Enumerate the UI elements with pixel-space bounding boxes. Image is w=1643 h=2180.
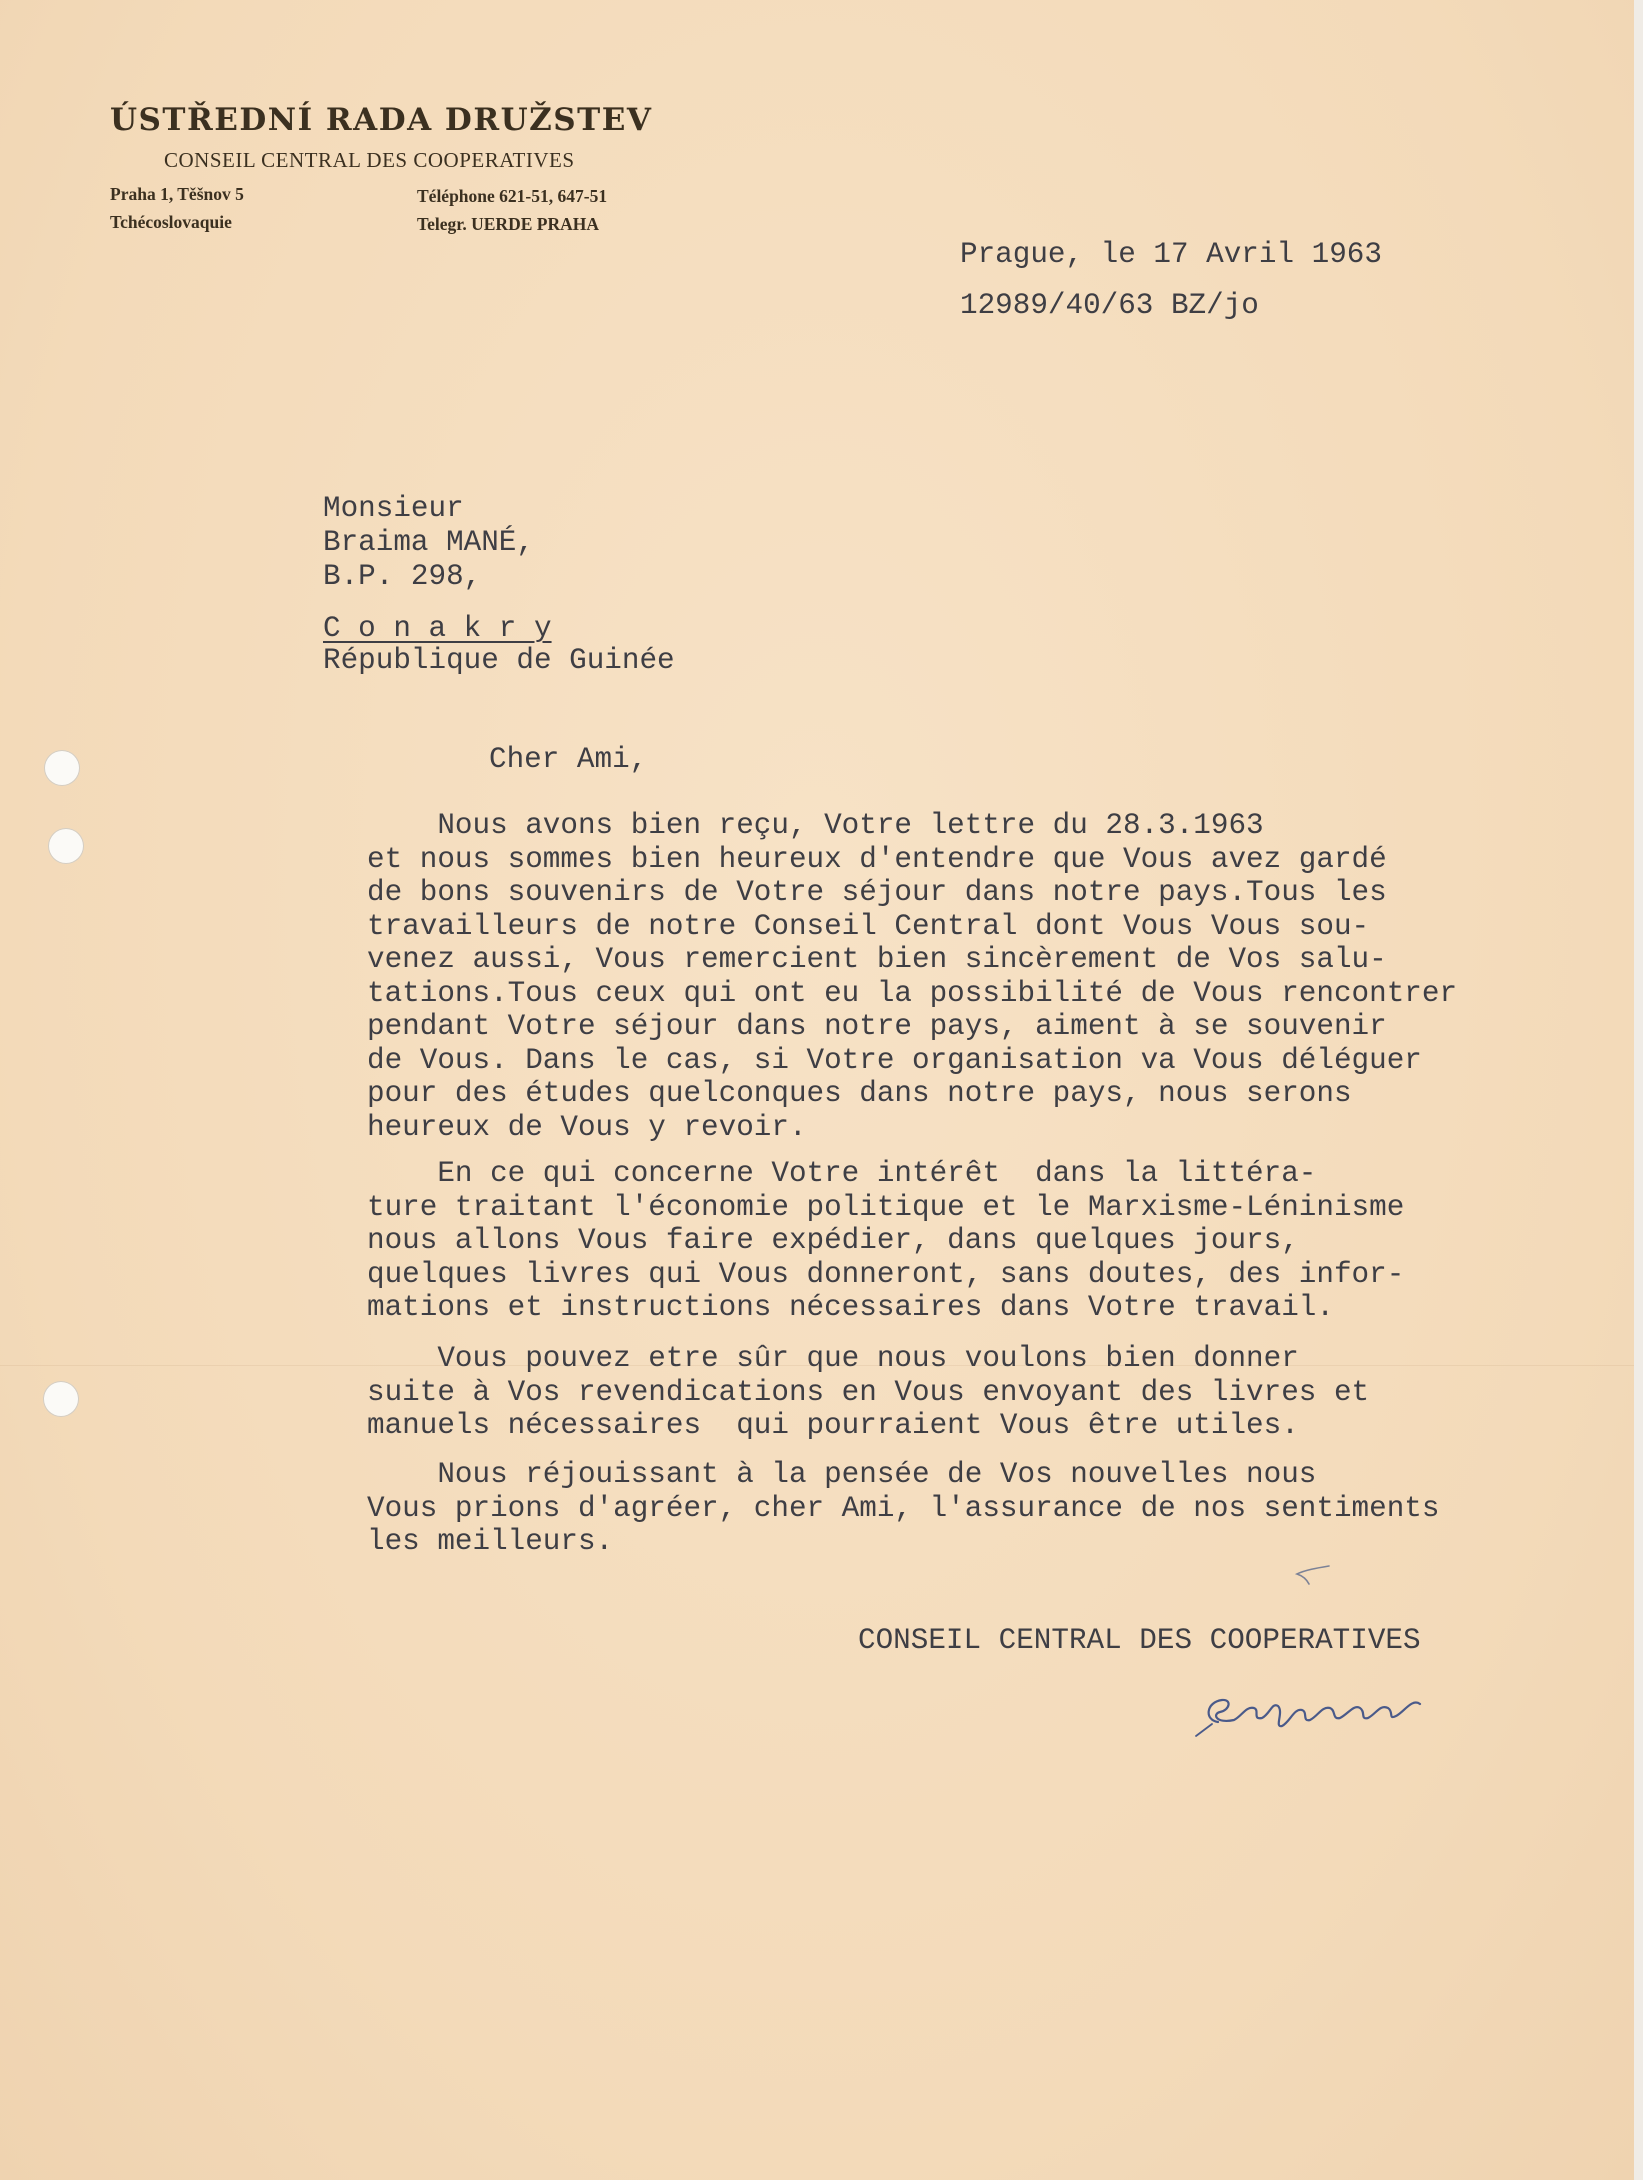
paragraph-line: Vous pouvez etre sûr que nous voulons bien donner bbox=[367, 1342, 1299, 1375]
recipient-city: C o n a k r y bbox=[323, 612, 552, 645]
paragraph-line: Vous prions d'agréer, cher Ami, l'assurance de nos sentiments bbox=[367, 1491, 1440, 1525]
letterhead-country: Tchécoslovaquie bbox=[110, 212, 232, 232]
paragraph bbox=[367, 809, 1457, 1144]
paragraph-line: ture traitant l'économie politique et le Marxisme-Léninisme bbox=[367, 1190, 1405, 1224]
punch-hole bbox=[44, 750, 80, 786]
letterhead-organization: ÚSTŘEDNÍ RADA DRUŽSTEV bbox=[110, 102, 653, 138]
greeting: Cher Ami, bbox=[489, 743, 648, 776]
reference-number: 12989/40/63 BZ/jo bbox=[960, 289, 1259, 322]
signature bbox=[1190, 1650, 1470, 1740]
paragraph-line: quelques livres qui Vous donneront, sans doutes, des infor- bbox=[367, 1257, 1405, 1291]
paragraph-line: de Vous. Dans le cas, si Votre organisation va Vous déléguer bbox=[367, 1043, 1422, 1077]
place-date: Prague, le 17 Avril 1963 bbox=[960, 238, 1382, 271]
letterhead-telephone: Téléphone 621-51, 647-51 bbox=[417, 186, 608, 206]
paragraph-line: et nous sommes bien heureux d'entendre que Vous avez gardé bbox=[367, 842, 1387, 876]
recipient-po-box: B.P. 298, bbox=[323, 560, 482, 593]
paragraph bbox=[367, 1458, 1439, 1559]
pen-mark bbox=[1293, 1562, 1333, 1586]
paragraph-line: Nous réjouissant à la pensée de Vos nouvelles nous bbox=[367, 1458, 1317, 1491]
paragraph-line: nous allons Vous faire expédier, dans quelques jours, bbox=[367, 1224, 1299, 1257]
paragraph-line: Nous avons bien reçu, Votre lettre du 28.3.1963 bbox=[367, 809, 1264, 842]
paragraph-line: En ce qui concerne Votre intérêt dans la littéra- bbox=[367, 1157, 1317, 1190]
paragraph bbox=[367, 1342, 1369, 1443]
paragraph-line: suite à Vos revendications en Vous envoyant des livres et bbox=[367, 1375, 1370, 1409]
punch-hole bbox=[43, 1381, 79, 1417]
paragraph-line: de bons souvenirs de Votre séjour dans notre pays.Tous les bbox=[367, 876, 1387, 909]
paragraph-line: pour des études quelconques dans notre pays, nous serons bbox=[367, 1077, 1352, 1110]
paragraph-line: manuels nécessaires qui pourraient Vous être utiles. bbox=[367, 1409, 1299, 1442]
letterhead-telegram: Telegr. UERDE PRAHA bbox=[417, 214, 599, 234]
punch-hole bbox=[48, 828, 84, 864]
paragraph-line: tations.Tous ceux qui ont eu la possibilité de Vous rencontrer bbox=[367, 976, 1458, 1010]
paragraph-line: mations et instructions nécessaires dans Votre travail. bbox=[367, 1291, 1334, 1324]
scan-edge bbox=[1634, 0, 1643, 2180]
paragraph-line: travailleurs de notre Conseil Central dont Vous Vous sou- bbox=[367, 909, 1370, 943]
paragraph-line: heureux de Vous y revoir. bbox=[367, 1110, 807, 1144]
paragraph bbox=[367, 1157, 1404, 1325]
recipient-title: Monsieur bbox=[323, 492, 464, 525]
paragraph-line: venez aussi, Vous remercient bien sincèrement de Vos salu- bbox=[367, 943, 1387, 976]
recipient-country: République de Guinée bbox=[323, 644, 675, 677]
letterhead-organization-fr: CONSEIL CENTRAL DES COOPERATIVES bbox=[164, 148, 575, 172]
paragraph-line: les meilleurs. bbox=[367, 1525, 614, 1558]
recipient-name: Braima MANÉ, bbox=[323, 526, 534, 559]
letterhead-address: Praha 1, Těšnov 5 bbox=[110, 184, 244, 204]
signatory: CONSEIL CENTRAL DES COOPERATIVES bbox=[858, 1624, 1421, 1657]
paragraph-line: pendant Votre séjour dans notre pays, aiment à se souvenir bbox=[367, 1010, 1387, 1043]
